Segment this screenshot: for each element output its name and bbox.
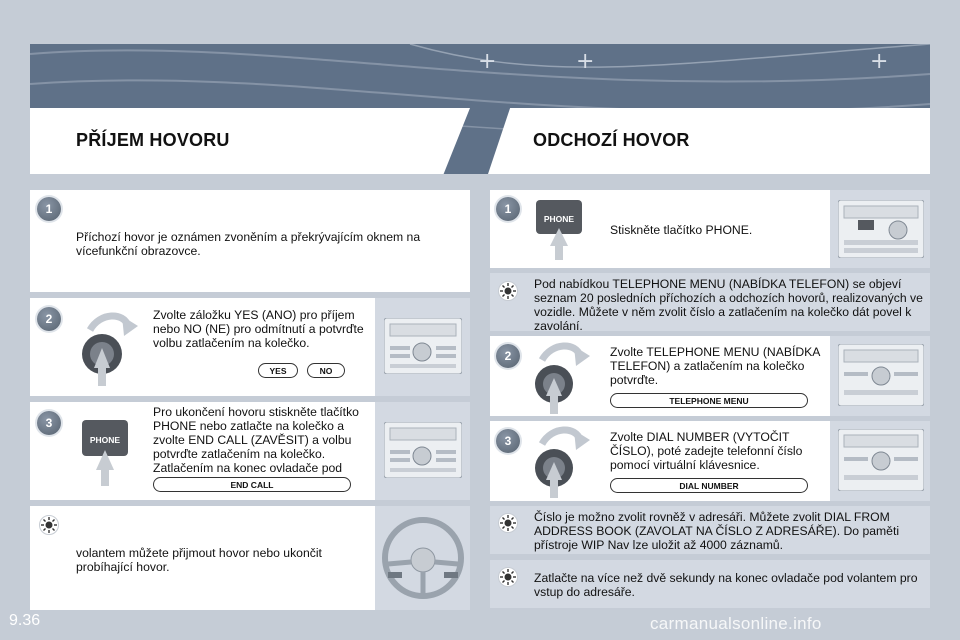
step-number-badge: 2 [37,307,61,331]
tip-icon [39,515,59,535]
svg-text:+: + [870,49,889,74]
step-number-badge: 3 [37,411,61,435]
radio-unit-icon [838,200,924,258]
right-step-1-text: Stiskněte tlačítko PHONE. [610,223,753,237]
step-number-badge: 1 [37,197,61,221]
right-step-3-text: Zvolte DIAL NUMBER (VYTOČIT ČÍSLO), poté zadejte telefonní číslo pomocí virtuální klávesnice. [610,430,803,472]
right-tip-2-text: Číslo je možno zvolit rovněž v adresáři. Můžete zvolit DIAL FROM ADDRESS BOOK (ZAVOLAT NA ČÍSLO Z ADRESÁŘE). Do paměti přístroje WIP Nav lze uložit až 4000 záznamů. [534,510,900,552]
step-number-badge: 2 [496,344,520,368]
tip-icon [498,281,518,301]
svg-text:+: + [576,49,595,74]
left-step-3-text: Pro ukončení hovoru stiskněte tlačítko PHONE nebo zatlačte na kolečko a zvolte END CALL (ZAVĚSIT) a volbu potvrďte zatlačením na kolečko. Zatlačením na konec ovladače pod [153,405,359,475]
step-number-badge: 1 [496,197,520,221]
right-tip-1-text: Pod nabídkou TELEPHONE MENU (NABÍDKA TELEFON) se objeví seznam 20 posledních příchozích a odchozích hovorů, realizovaných ve vozidle. Můžete v něm zvolit číslo a zatlačením na kolečko dát povel k zavolání. [534,277,923,333]
dial-number-bar[interactable]: DIAL NUMBER [610,478,808,493]
steering-wheel-icon [380,514,466,602]
step-number-badge: 3 [496,429,520,453]
left-step-2-text: Zvolte záložku YES (ANO) pro příjem nebo NO (NE) pro odmítnutí a potvrďte volbu zatlačením na kolečko. [153,308,364,350]
watermark: carmanualsonline.info [650,614,822,633]
svg-text:+: + [478,49,497,74]
phone-button-icon [80,418,132,488]
tip-icon [498,513,518,533]
right-step-2-text: Zvolte TELEPHONE MENU (NABÍDKA TELEFON) a zatlačením na kolečko potvrďte. [610,345,820,387]
rotary-knob-icon [532,338,592,416]
heading-incoming-call: PŘÍJEM HOVORU [76,130,230,150]
heading-outgoing-call: ODCHOZÍ HOVOR [533,130,690,150]
rotary-knob-icon [532,422,592,500]
phone-button-icon [534,198,586,262]
left-step-1-text: Příchozí hovor je oznámen zvoněním a překrývajícím oknem na vícefunkční obrazovce. [76,230,421,258]
left-tip-text: volantem můžete přijmout hovor nebo ukončit probíhající hovor. [76,546,322,574]
tip-icon [498,567,518,587]
rotary-knob-icon [80,308,140,388]
radio-unit-icon [384,422,462,478]
no-button[interactable]: NO [307,363,345,378]
phone-button-label: PHONE [543,214,575,224]
phone-button-label: PHONE [89,435,121,445]
radio-unit-icon [838,429,924,491]
radio-unit-icon [384,318,462,374]
telephone-menu-bar[interactable]: TELEPHONE MENU [610,393,808,408]
radio-unit-icon [838,344,924,406]
right-tip-3-text: Zatlačte na více než dvě sekundy na konec ovladače pod volantem pro vstup do adresáře. [534,571,918,599]
end-call-bar[interactable]: END CALL [153,477,351,492]
yes-button[interactable]: YES [258,363,298,378]
page-number: 9.36 [9,612,41,629]
